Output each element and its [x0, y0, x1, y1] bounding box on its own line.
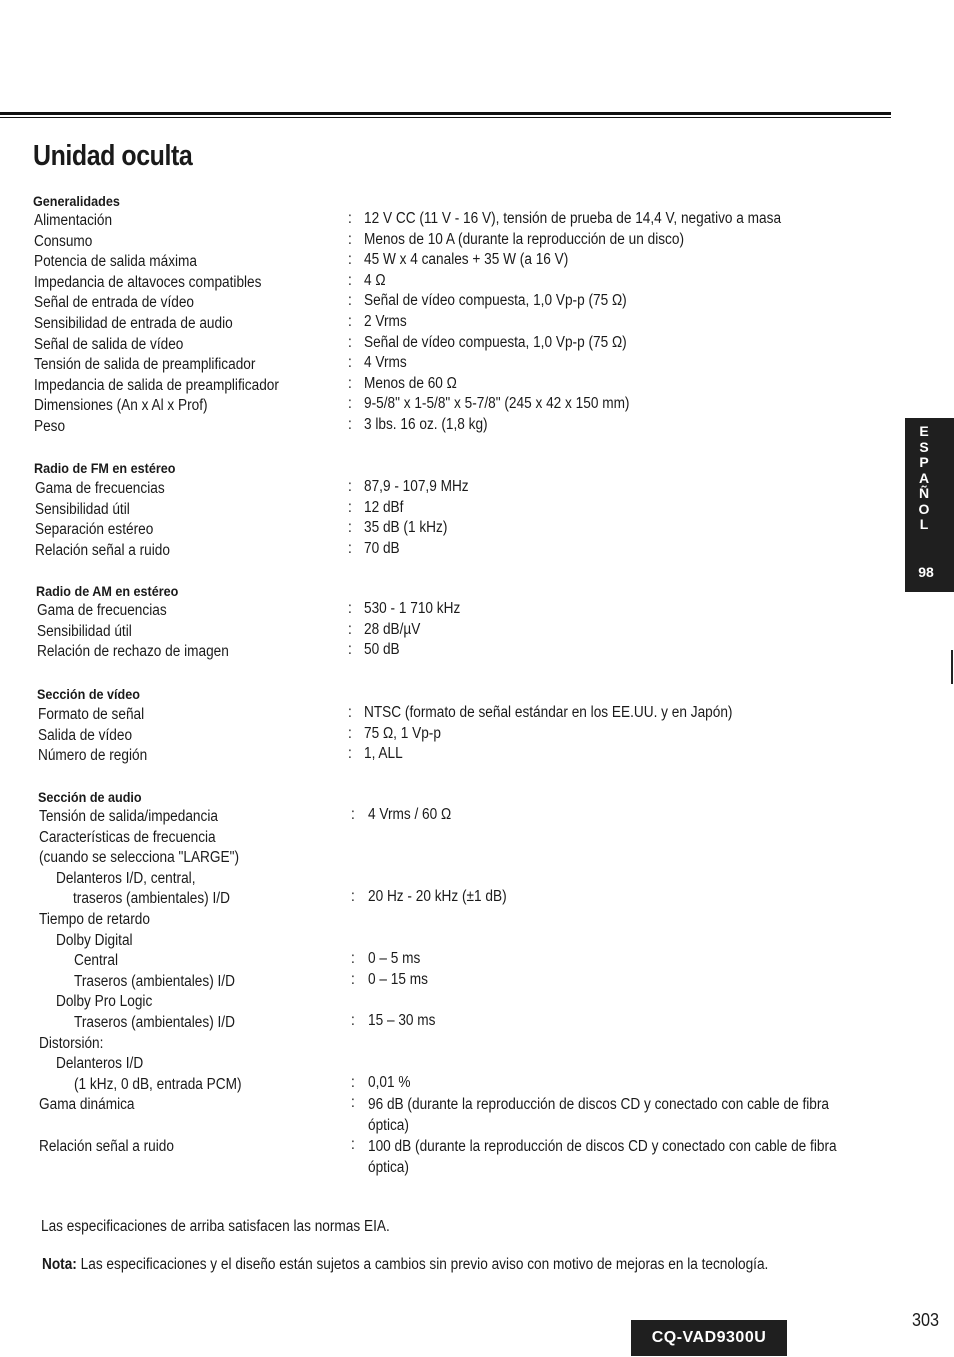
spec-value: 12 V CC (11 V - 16 V), tensión de prueba de 14,4 V, negativo a masa	[364, 210, 782, 227]
language-tab-letter: O	[918, 500, 930, 517]
spec-value: 1, ALL	[364, 745, 403, 763]
top-rule	[0, 112, 891, 115]
spec-value: 3 lbs. 16 oz. (1,8 kg)	[364, 416, 488, 433]
spec-label: Consumo	[34, 232, 93, 250]
spec-value: Menos de 60 Ω	[364, 374, 457, 392]
section-heading: Sección de vídeo	[37, 686, 140, 702]
spec-label: traseros (ambientales) I/D	[73, 890, 230, 908]
spec-label: Formato de señal	[38, 706, 145, 723]
spec-label: Dimensiones (An x Al x Prof)	[34, 397, 208, 415]
spec-label: Traseros (ambientales) I/D	[74, 1014, 235, 1031]
eia-statement: Las especificaciones de arriba satisfacen las normas EIA.	[41, 1218, 390, 1235]
spec-value: 4 Vrms	[364, 354, 407, 372]
spec-value: 2 Vrms	[364, 313, 407, 330]
spec-colon: :	[348, 704, 352, 721]
spec-label: Señal de salida de vídeo	[34, 335, 184, 353]
spec-label: Peso	[34, 418, 66, 435]
spec-colon: :	[351, 806, 355, 823]
spec-label: Gama de frecuencias	[37, 602, 167, 619]
spec-label: Señal de entrada de vídeo	[34, 294, 195, 312]
spec-label: Salida de vídeo	[38, 726, 133, 744]
spec-label: Tensión de salida de preamplificador	[34, 356, 256, 374]
spec-colon: :	[348, 620, 352, 638]
spec-value: 15 – 30 ms	[368, 1012, 436, 1029]
spec-value: NTSC (formato de señal estándar en los EE.UU. y en Japón)	[364, 704, 733, 721]
spec-value: 9-5/8" x 1-5/8" x 5-7/8" (245 x 42 x 150 mm)	[364, 395, 630, 413]
spec-colon: :	[348, 333, 352, 351]
spec-colon: :	[348, 292, 352, 310]
spec-label: Alimentación	[34, 212, 113, 229]
spec-value: 12 dBf	[364, 498, 404, 516]
spec-colon: :	[348, 271, 352, 289]
spec-value: 100 dB (durante la reproducción de discos CD y conectado con cable de fibra óptica)	[368, 1138, 837, 1176]
spec-value: Señal de vídeo compuesta, 1,0 Vp-p (75 Ω)	[364, 292, 627, 310]
section-heading: Generalidades	[33, 193, 120, 209]
spec-label: Sensibilidad de entrada de audio	[34, 315, 233, 332]
language-tab-letter: A	[918, 469, 930, 486]
spec-colon: :	[348, 374, 352, 392]
spec-value: Señal de vídeo compuesta, 1,0 Vp-p (75 Ω)	[364, 333, 627, 351]
spec-value: 35 dB (1 kHz)	[364, 519, 448, 537]
spec-value: 70 dB	[364, 539, 400, 557]
note-text: Las especificaciones y el diseño están sujetos a cambios sin previo aviso con motivo de mejoras en la tecnología.	[80, 1256, 769, 1273]
spec-label: Separación estéreo	[35, 521, 154, 539]
note	[42, 1256, 768, 1274]
spec-label: (1 kHz, 0 dB, entrada PCM)	[74, 1075, 242, 1093]
spec-value: 0 – 5 ms	[368, 950, 421, 968]
spec-colon: :	[348, 230, 352, 248]
spec-label: Dolby Pro Logic	[56, 993, 153, 1011]
spec-label: Delanteros I/D	[56, 1055, 144, 1073]
language-tab-letter: Ñ	[918, 485, 930, 501]
spec-value: 50 dB	[364, 641, 400, 659]
language-tab-letter: L	[919, 516, 929, 532]
spec-label: Central	[74, 952, 118, 970]
spec-colon: :	[351, 1136, 355, 1153]
section-heading: Radio de FM en estéreo	[34, 460, 176, 476]
spec-value: 28 dB/µV	[364, 620, 421, 638]
note-label: Nota:	[42, 1256, 77, 1273]
page-title: Unidad oculta	[33, 140, 193, 172]
spec-label: Relación señal a ruido	[35, 541, 170, 559]
spec-colon: :	[351, 1094, 355, 1112]
spec-value: 96 dB (durante la reproducción de discos CD y conectado con cable de fibra óptica)	[368, 1096, 830, 1135]
model-badge: CQ-VAD9300U	[631, 1320, 787, 1356]
spec-value: 45 W x 4 canales + 35 W (a 16 V)	[364, 251, 569, 269]
page-number: 303	[912, 1310, 940, 1330]
section-heading: Sección de audio	[38, 789, 142, 805]
spec-value: 0 – 15 ms	[368, 970, 428, 988]
spec-label: Relación de rechazo de imagen	[37, 643, 229, 661]
spec-colon: :	[348, 313, 352, 330]
spec-colon: :	[348, 478, 352, 495]
top-rule-thin	[0, 117, 891, 118]
spec-value: 530 - 1 710 kHz	[364, 600, 461, 617]
spec-label: Impedancia de salida de preamplificador	[34, 376, 279, 394]
language-tab-letters	[905, 424, 943, 533]
spec-colon: :	[348, 416, 352, 433]
spec-colon: :	[348, 251, 352, 269]
spec-label: Delanteros I/D, central,	[56, 869, 196, 887]
spec-label: Sensibilidad útil	[35, 500, 130, 518]
spec-value: Menos de 10 A (durante la reproducción de un disco)	[364, 230, 684, 248]
spec-value: 20 Hz - 20 kHz (±1 dB)	[368, 888, 507, 906]
spec-colon: :	[351, 970, 355, 988]
spec-label: Número de región	[38, 747, 148, 765]
section-heading: Radio de AM en estéreo	[36, 583, 179, 599]
spec-colon: :	[348, 724, 352, 742]
spec-value: 0,01 %	[368, 1073, 411, 1091]
spec-colon: :	[348, 641, 352, 659]
spec-colon: :	[348, 600, 352, 617]
language-tab	[905, 418, 954, 592]
language-tab-letter: P	[919, 454, 929, 470]
spec-colon: :	[348, 498, 352, 516]
spec-label: Dolby Digital	[56, 931, 133, 949]
spec-colon: :	[351, 1073, 355, 1091]
spec-label: Tiempo de retardo	[39, 911, 150, 928]
spec-label: Tensión de salida/impedancia	[39, 808, 218, 825]
spec-colon: :	[351, 950, 355, 968]
spec-label: Impedancia de altavoces compatibles	[34, 273, 262, 291]
spec-label: Relación señal a ruido	[39, 1138, 174, 1155]
spec-label: Sensibilidad útil	[37, 622, 132, 640]
spec-colon: :	[348, 354, 352, 372]
spec-colon: :	[351, 1012, 355, 1029]
spec-colon: :	[348, 539, 352, 557]
language-tab-letter: S	[919, 438, 929, 455]
edge-mark	[951, 650, 953, 684]
spec-value: 4 Ω	[364, 271, 386, 289]
spec-value: 87,9 - 107,9 MHz	[364, 478, 469, 495]
spec-value: 4 Vrms / 60 Ω	[368, 806, 452, 823]
spec-value: 75 Ω, 1 Vp-p	[364, 724, 441, 742]
spec-label: Traseros (ambientales) I/D	[74, 972, 235, 990]
spec-label: (cuando se selecciona "LARGE")	[39, 849, 239, 867]
spec-label: Gama de frecuencias	[35, 480, 165, 497]
spec-label: Potencia de salida máxima	[34, 253, 198, 271]
language-tab-letter: E	[919, 423, 929, 439]
language-tab-page: 98	[918, 564, 934, 580]
spec-label: Gama dinámica	[39, 1096, 135, 1114]
spec-colon: :	[348, 395, 352, 413]
spec-colon: :	[348, 519, 352, 537]
spec-colon: :	[348, 745, 352, 763]
spec-label: Distorsión:	[39, 1034, 104, 1052]
spec-colon: :	[351, 888, 355, 906]
spec-label: Características de frecuencia	[39, 828, 216, 846]
spec-colon: :	[348, 210, 352, 227]
